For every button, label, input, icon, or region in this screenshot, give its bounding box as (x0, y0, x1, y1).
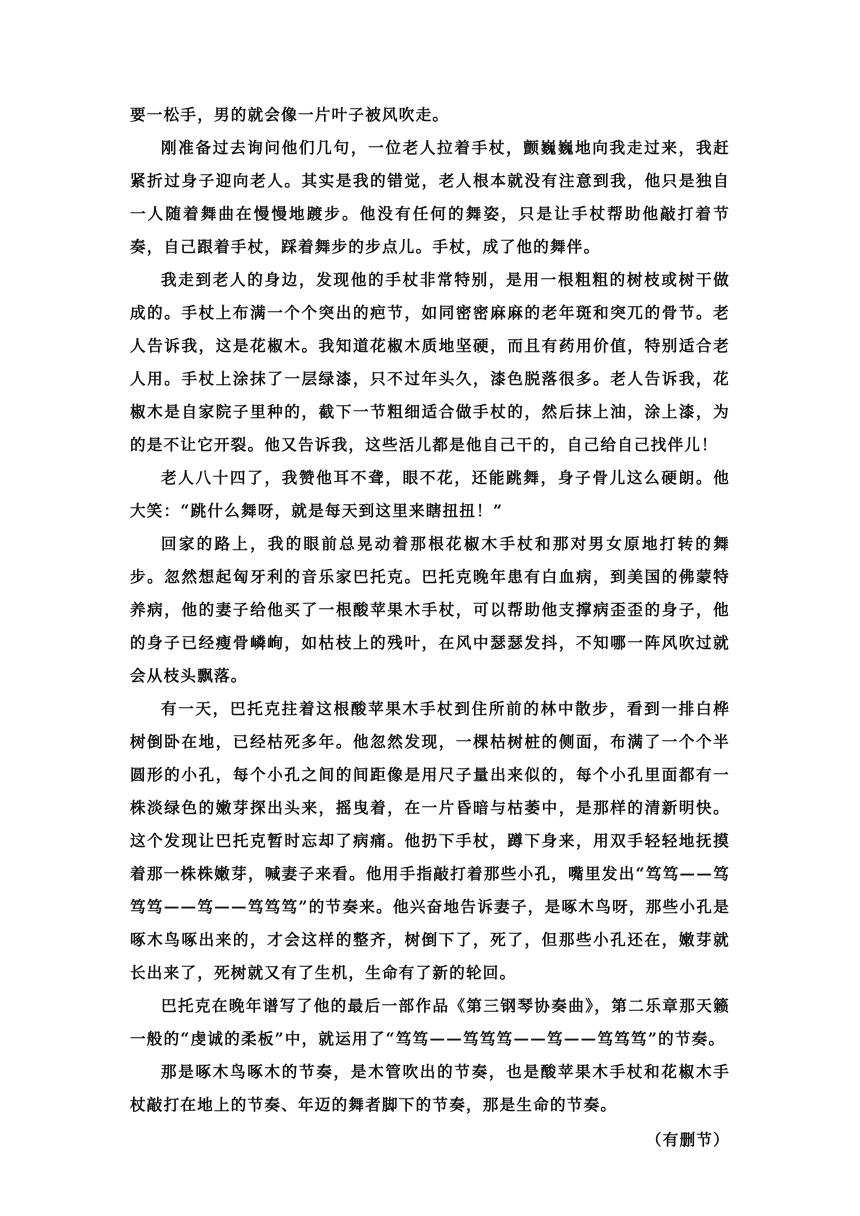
document-body (130, 98, 730, 1156)
paragraph-1: 要一松手，男的就会像一片叶子被风吹走。 (130, 105, 450, 124)
paragraph-7: 巴托克在晚年谱写了他的最后一部作品《第三钢琴协奏曲》，第二乐章那天籁一般的“虔诚的柔板”中，就运用了“笃笃——笃笃笃——笃——笃笃笃”的节奏。 (130, 996, 730, 1048)
paragraph-8: 那是啄木鸟啄木的节奏，是木管吹出的节奏，也是酸苹果木手杖和花椒木手杖敲打在地上的节奏、年迈的舞者脚下的节奏，那是生命的节奏。 (130, 1062, 730, 1114)
paragraph-6: 有一天，巴托克拄着这根酸苹果木手杖到住所前的林中散步，看到一排白桦树倒卧在地，已经枯死多年。他忽然发现，一棵枯树桩的侧面，布满了一个个半圆形的小孔，每个小孔之间的间距像是用尺子量出来似的，每个小孔里面都有一株淡绿色的嫩芽探出头来，摇曳着，在一片昏暗与枯萎中，是那样的清新明快。这个发现让巴托克暂时忘却了病痛。他扔下手杖，蹲下身来，用双手轻轻地抚摸着那一株株嫩芽，喊妻子来看。他用手指敲打着那些小孔，嘴里发出“笃笃——笃笃笃——笃——笃笃笃”的节奏来。他兴奋地告诉妻子，是啄木鸟呀，那些小孔是啄木鸟啄出来的，才会这样的整齐，树倒下了，死了，但那些小孔还在，嫩芽就长出来了，死树就又有了生机，生命有了新的轮回。 (130, 699, 730, 982)
abridged-note: （有删节） (645, 1130, 730, 1149)
paragraph-5: 回家的路上，我的眼前总晃动着那根花椒木手杖和那对男女原地打转的舞步。忽然想起匈牙利的音乐家巴托克。巴托克晚年患有白血病，到美国的佛蒙特养病，他的妻子给他买了一根酸苹果木手杖，可以帮助他支撑病歪歪的身子，他的身子已经瘦骨嶙峋，如枯枝上的残叶，在风中瑟瑟发抖，不知哪一阵风吹过就会从枝头飘落。 (130, 534, 730, 685)
paragraph-2: 刚准备过去询问他们几句，一位老人拉着手杖，颤巍巍地向我走过来，我赶紧折过身子迎向老人。其实是我的错觉，老人根本就没有注意到我，他只是独自一人随着舞曲在慢慢地踱步。他没有任何的舞姿，只是让手杖帮助他敲打着节奏，自己跟着手杖，踩着舞步的步点儿。手杖，成了他的舞伴。 (130, 138, 730, 256)
paragraph-4: 老人八十四了，我赞他耳不聋，眼不花，还能跳舞，身子骨儿这么硬朗。他大笑：“跳什么舞呀，就是每天到这里来瞎扭扭！” (130, 468, 730, 520)
paragraph-3: 我走到老人的身边，发现他的手杖非常特别，是用一根粗粗的树枝或树干做成的。手杖上布满一个个突出的疤节，如同密密麻麻的老年斑和突兀的骨节。老人告诉我，这是花椒木。我知道花椒木质地坚硬，而且有药用价值，特别适合老人用。手杖上涂抹了一层绿漆，只不过年头久，漆色脱落很多。老人告诉我，花椒木是自家院子里种的，截下一节粗细适合做手杖的，然后抹上油，涂上漆，为的是不让它开裂。他又告诉我，这些活儿都是他自己干的，自己给自己找伴儿！ (130, 270, 730, 454)
